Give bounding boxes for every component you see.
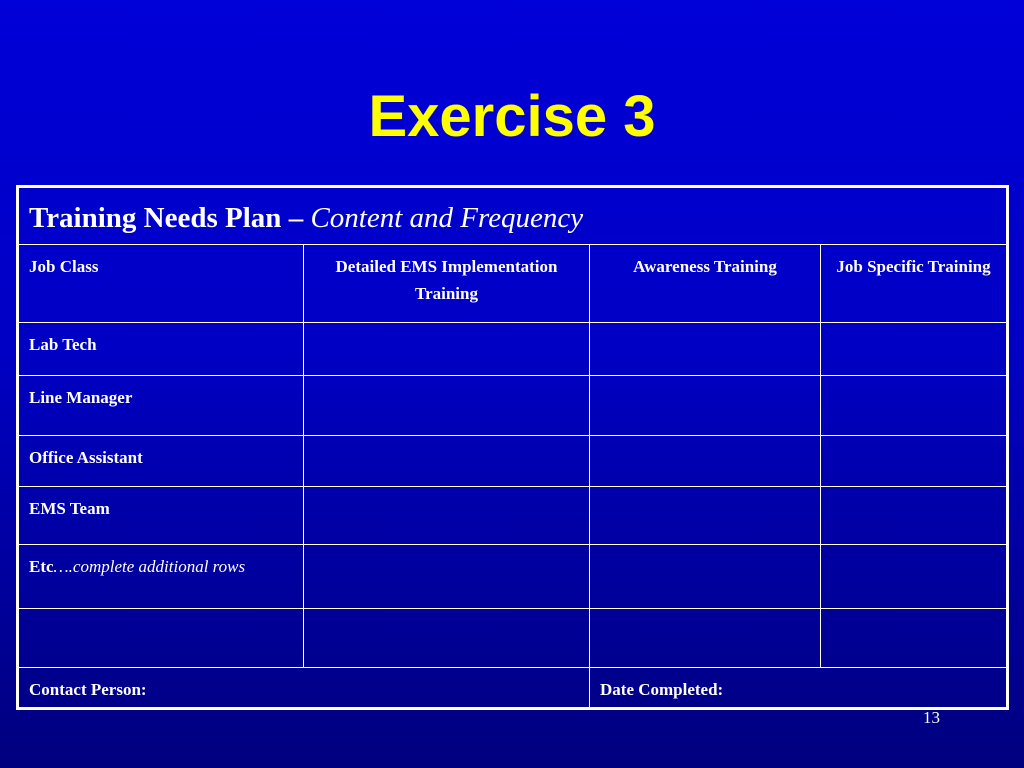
table-caption: [18, 187, 1008, 245]
table-row: [18, 609, 1008, 668]
row-label-etc: [18, 545, 304, 609]
table-cell: [304, 376, 590, 436]
header-job-specific-training: Job Specific Training: [821, 245, 1008, 323]
table-cell: [304, 436, 590, 487]
table-cell: [821, 376, 1008, 436]
training-needs-plan-table: [16, 185, 1009, 710]
table-row: [18, 323, 1008, 376]
row-label-ems-team: EMS Team: [18, 487, 304, 545]
caption-italic: Content and Frequency: [310, 202, 584, 234]
header-awareness-training: Awareness Training: [590, 245, 821, 323]
table-row: [18, 436, 1008, 487]
slide-number: 13: [923, 708, 940, 727]
table-cell: [590, 323, 821, 376]
table-cell: [590, 436, 821, 487]
table-cell: [821, 609, 1008, 668]
footer-row: [18, 668, 1008, 709]
contact-person-cell: Contact Person:: [18, 668, 590, 709]
etc-note: ….complete additional rows: [53, 557, 246, 576]
table-cell: [590, 376, 821, 436]
date-completed-cell: Date Completed:: [590, 668, 1008, 709]
header-detailed-ems-training: Detailed EMS Implementation Training: [304, 245, 590, 323]
table-row: [18, 376, 1008, 436]
header-job-class: Job Class: [18, 245, 304, 323]
table-cell: [821, 487, 1008, 545]
table-cell: [304, 487, 590, 545]
etc-label: Etc: [29, 557, 54, 576]
table-cell: [304, 545, 590, 609]
row-label-office-assistant: Office Assistant: [18, 436, 304, 487]
table-cell: [304, 323, 590, 376]
row-label-lab-tech: Lab Tech: [18, 323, 304, 376]
slide-title: Exercise 3: [368, 84, 656, 149]
table-cell: [590, 545, 821, 609]
table-cell: [18, 609, 304, 668]
table-cell: [590, 487, 821, 545]
table-row: [18, 545, 1008, 609]
table-cell: [821, 323, 1008, 376]
table-cell: [821, 436, 1008, 487]
table-caption-row: [18, 187, 1008, 245]
table-cell: [821, 545, 1008, 609]
row-label-line-manager: Line Manager: [18, 376, 304, 436]
caption-main: Training Needs Plan: [29, 202, 282, 234]
table-cell: [304, 609, 590, 668]
caption-dash: –: [281, 202, 311, 234]
header-row: [18, 245, 1008, 323]
table-row: [18, 487, 1008, 545]
table-cell: [590, 609, 821, 668]
